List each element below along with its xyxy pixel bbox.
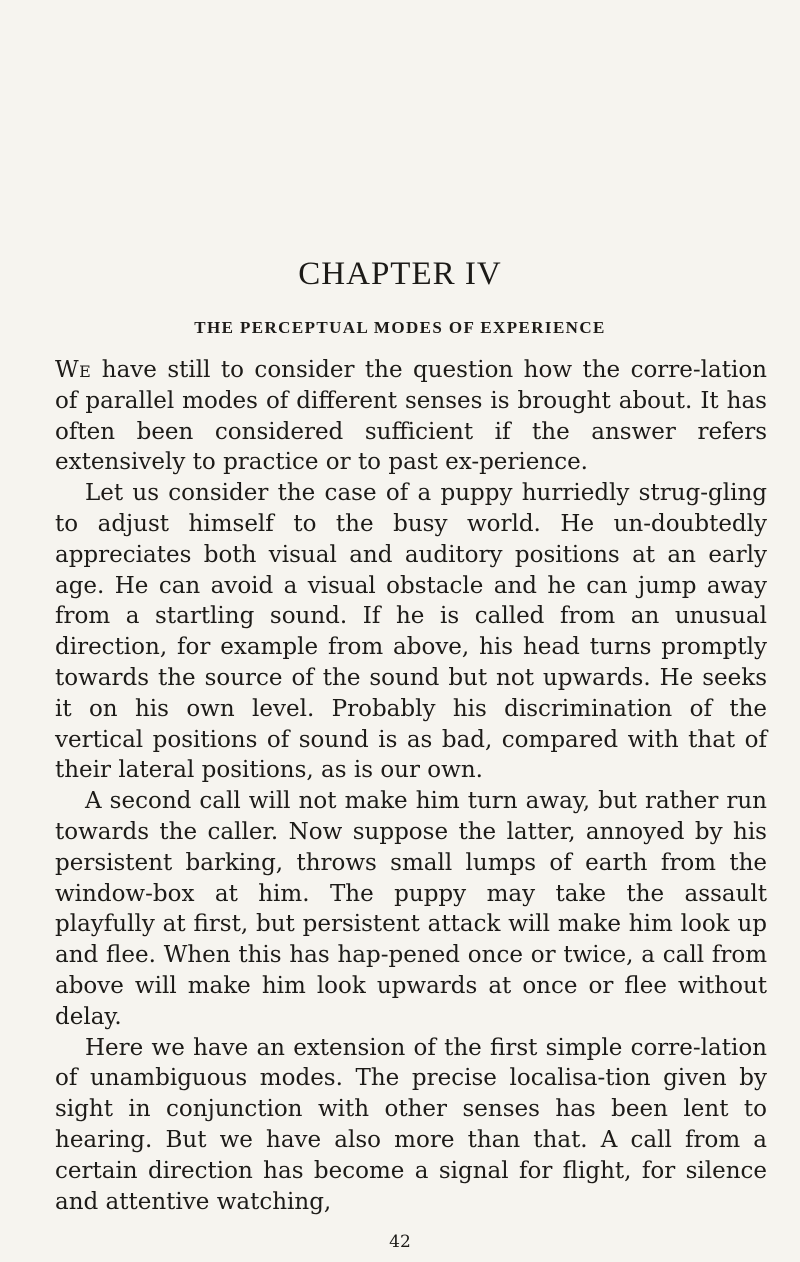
paragraph-1 (55, 355, 767, 478)
chapter-title: CHAPTER IV (298, 256, 502, 292)
paragraph-2: Let us consider the case of a puppy hurriedly strug-gling to adjust himself to the busy world. He un-doubtedly appreciates both visual and auditory positions at an early age. He can avoid a visual obstacle and he can jump away from a startling sound. If he is called from an unusual direction, for example from above, his head turns promptly towards the source of the sound but not upwards. He seeks it on his own level. Probably his discrimination of the vertical positions of sound is as bad, compared with that of their lateral positions, as is our own. (55, 480, 767, 784)
page-number: 42 (389, 1232, 411, 1252)
chapter-subtitle: THE PERCEPTUAL MODES OF EXPERIENCE (194, 318, 606, 337)
body-text (55, 355, 767, 1217)
paragraph-1-lead-word: We (55, 357, 92, 383)
paragraph-4: Here we have an extension of the first simple corre-lation of unambiguous modes. The precise localisa-tion given by sight in conjunction with other senses has been lent to hearing. But we have also more than that. A call from a certain direction has become a signal for flight, for silence and attentive watching, (55, 1034, 767, 1215)
paragraph-3: A second call will not make him turn away, but rather run towards the caller. Now suppose the latter, annoyed by his persistent barking, throws small lumps of earth from the window-box at him. The puppy may take the assault playfully at first, but persistent attack will make him look up and flee. When this has hap-pened once or twice, a call from above will make him look upwards at once or flee without delay. (55, 788, 767, 1030)
paragraph-1-text: have still to consider the question how the corre-lation of parallel modes of different senses is brought about. It has often been considered sufficient if the answer refers extensively to practice or to past ex-perience. (55, 357, 767, 476)
